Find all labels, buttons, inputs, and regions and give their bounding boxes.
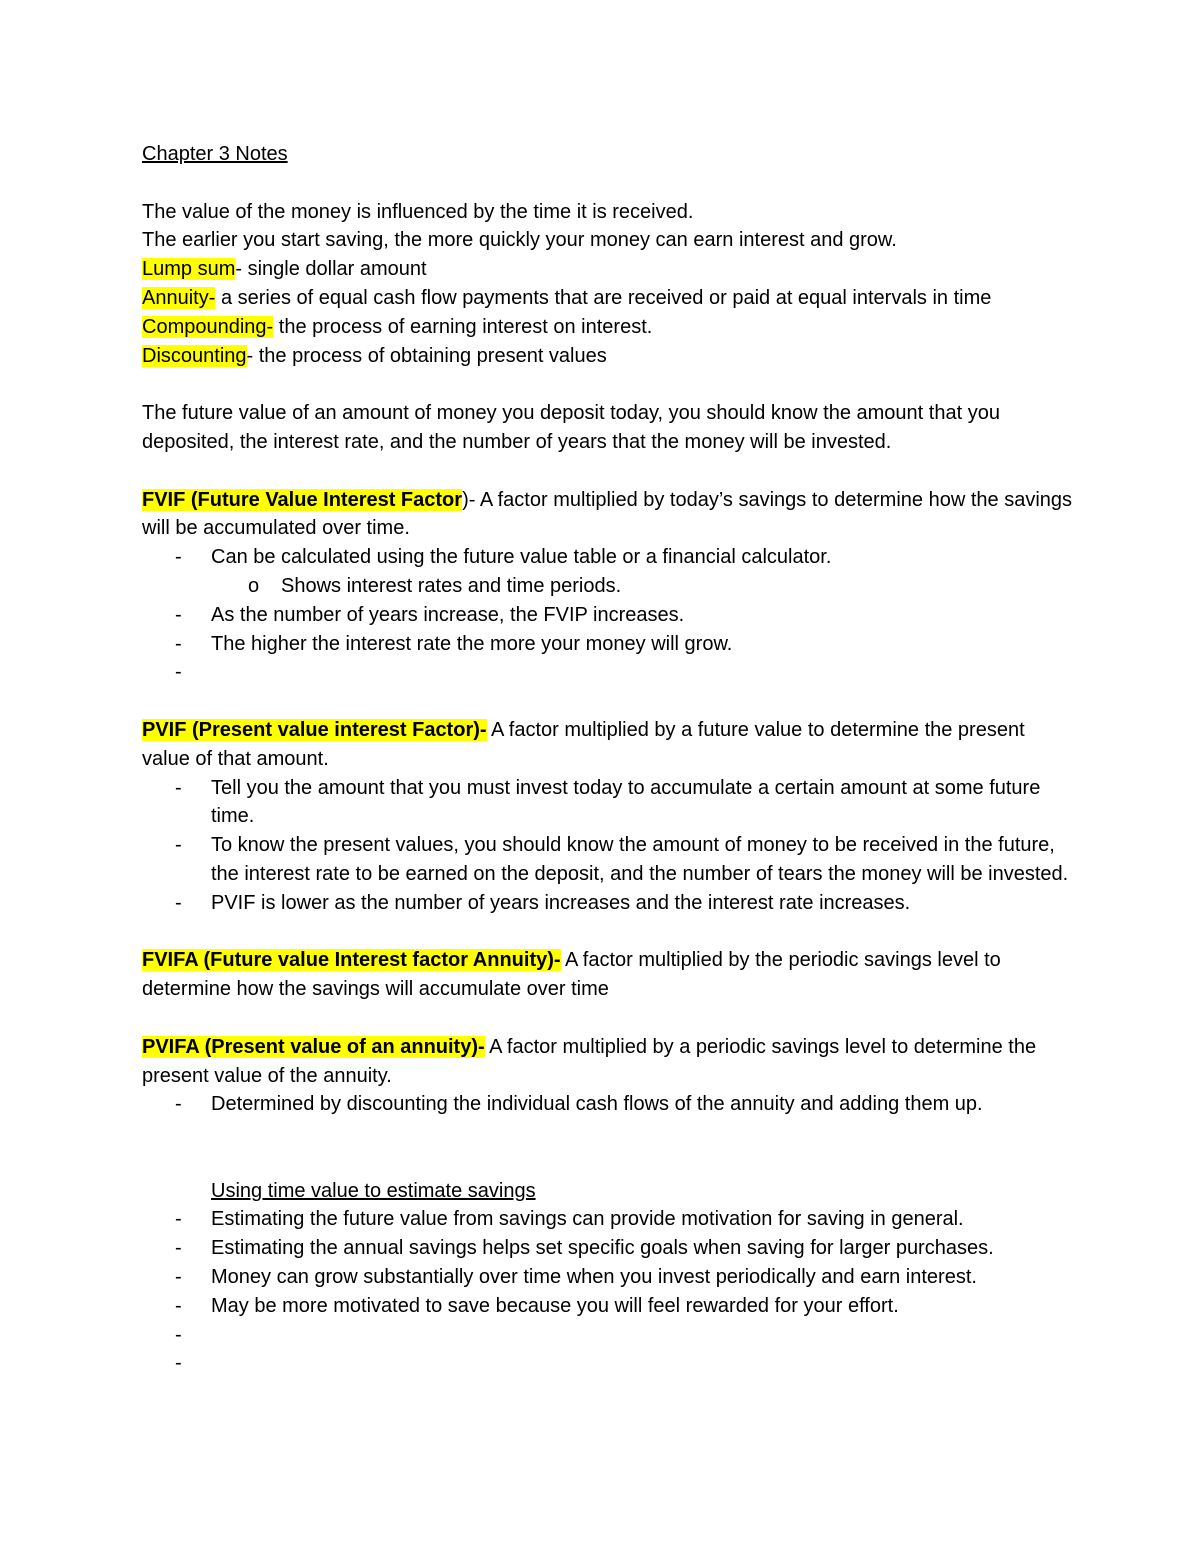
- definition-text: a series of equal cash flow payments that are received or paid at equal intervals in time: [215, 286, 992, 309]
- savings-bullet-4: [142, 1292, 1072, 1321]
- bullet-dash: -: [175, 1266, 182, 1289]
- fvif-sub-bullet: [142, 572, 1072, 601]
- fvif-bullet-2: [142, 601, 1072, 630]
- pvifa-paragraph: [142, 1033, 1072, 1091]
- bullet-dash: -: [175, 1323, 182, 1346]
- document-page: [142, 140, 1072, 1378]
- definition-discounting: [142, 342, 1072, 371]
- bullet-dash: -: [175, 891, 182, 914]
- bullet-dash: -: [175, 1208, 182, 1231]
- bullet-dash: -: [175, 632, 182, 655]
- term-separator: -: [235, 258, 243, 281]
- definition-annuity: [142, 284, 1072, 313]
- bullet-text: The higher the interest rate the more your money will grow.: [211, 632, 733, 655]
- pvif-definition: A factor multiplied by a future value to determine the present value of that amount.: [142, 718, 1025, 770]
- fvif-paragraph: [142, 486, 1072, 544]
- spacer: [142, 457, 1072, 486]
- bullet-text: To know the present values, you should know the amount of money to be received in the future, the interest rate to be earned on the deposit, and the number of tears the money will be invested.: [211, 834, 1069, 885]
- savings-bullet-3: [142, 1263, 1072, 1292]
- definition-text: the process of earning interest on interest.: [273, 315, 653, 338]
- spacer: [142, 1148, 1072, 1177]
- term-lump-sum: Lump sum: [142, 258, 236, 281]
- savings-bullet-6: [142, 1349, 1072, 1378]
- definition-lump-sum: [142, 255, 1072, 284]
- bullet-dash: -: [175, 1352, 182, 1375]
- pvif-term: PVIF (Present value interest Factor)-: [142, 718, 487, 741]
- bullet-dash: -: [175, 603, 182, 626]
- definition-text: the process of obtaining present values: [253, 344, 607, 367]
- intro-line-2: The earlier you start saving, the more quickly your money can earn interest and grow.: [142, 229, 897, 252]
- spacer: [142, 169, 1072, 198]
- pvif-bullet-2: [142, 831, 1072, 889]
- pvifa-definition: A factor multiplied by a periodic savings level to determine the present value of the annuity.: [142, 1035, 1037, 1087]
- spacer: [142, 1004, 1072, 1033]
- pvif-bullet-1: [142, 774, 1072, 832]
- fvifa-paragraph: [142, 946, 1072, 1004]
- bullet-text: Estimating the annual savings helps set specific goals when saving for larger purchases.: [211, 1237, 994, 1260]
- bullet-text: PVIF is lower as the number of years increases and the interest rate increases.: [211, 891, 911, 914]
- bullet-text: Money can grow substantially over time when you invest periodically and earn interest.: [211, 1266, 977, 1289]
- bullet-dash: -: [175, 1294, 182, 1317]
- bullet-dash: -: [175, 661, 182, 684]
- pvifa-term: PVIFA (Present value of an annuity)-: [142, 1035, 485, 1058]
- spacer: [142, 370, 1072, 399]
- intro-line-1: The value of the money is influenced by the time it is received.: [142, 200, 694, 223]
- pvif-bullet-3: [142, 889, 1072, 918]
- fvif-bullet-3: [142, 630, 1072, 659]
- term-separator: -: [246, 344, 254, 367]
- spacer: [142, 918, 1072, 947]
- spacer: [142, 1119, 1072, 1148]
- bullet-dash: -: [175, 776, 182, 799]
- pvifa-bullet-1: [142, 1090, 1072, 1119]
- term-discounting: Discounting: [142, 344, 247, 367]
- spacer: [142, 687, 1072, 716]
- fvif-definition: )- A factor multiplied by today’s savings to determine how the savings will be accumulated over time.: [142, 488, 1073, 540]
- fvifa-term: FVIFA (Future value Interest factor Annuity)-: [142, 949, 561, 972]
- document-title: Chapter 3 Notes: [142, 143, 288, 165]
- fvif-bullet-4: [142, 658, 1072, 687]
- savings-bullet-5: [142, 1321, 1072, 1350]
- pvif-paragraph: [142, 716, 1072, 774]
- fvif-bullet-1: [142, 543, 1072, 572]
- term-separator: -: [208, 286, 216, 309]
- fvif-term: FVIF (Future Value Interest Factor: [142, 488, 463, 511]
- bullet-dash: -: [175, 1093, 182, 1116]
- savings-bullet-2: [142, 1234, 1072, 1263]
- bullet-text: Determined by discounting the individual cash flows of the annuity and adding them up.: [211, 1093, 983, 1116]
- bullet-dash: -: [175, 1237, 182, 1260]
- bullet-text: May be more motivated to save because you will feel rewarded for your effort.: [211, 1294, 899, 1317]
- term-annuity: Annuity: [142, 286, 209, 309]
- fvifa-definition: A factor multiplied by the periodic savings level to determine how the savings will accumulate over time: [142, 949, 1001, 1001]
- sub-bullet-marker: o: [248, 574, 260, 597]
- sub-bullet-text: Shows interest rates and time periods.: [281, 574, 622, 597]
- bullet-text: Estimating the future value from savings can provide motivation for saving in general.: [211, 1208, 964, 1231]
- bullet-text: As the number of years increase, the FVIP increases.: [211, 603, 685, 626]
- term-compounding: Compounding-: [142, 315, 274, 338]
- bullet-dash: -: [175, 546, 182, 569]
- future-value-paragraph: The future value of an amount of money you deposit today, you should know the amount that you deposited, the interest rate, and the number of years that the money will be invested.: [142, 402, 1000, 453]
- savings-section-title: Using time value to estimate savings: [211, 1179, 536, 1202]
- definition-compounding: [142, 313, 1072, 342]
- definition-text: single dollar amount: [242, 258, 427, 281]
- bullet-dash: -: [175, 834, 182, 857]
- bullet-text: Can be calculated using the future value table or a financial calculator.: [211, 546, 832, 569]
- bullet-text: Tell you the amount that you must invest today to accumulate a certain amount at some future time.: [211, 776, 1041, 828]
- savings-bullet-1: [142, 1205, 1072, 1234]
